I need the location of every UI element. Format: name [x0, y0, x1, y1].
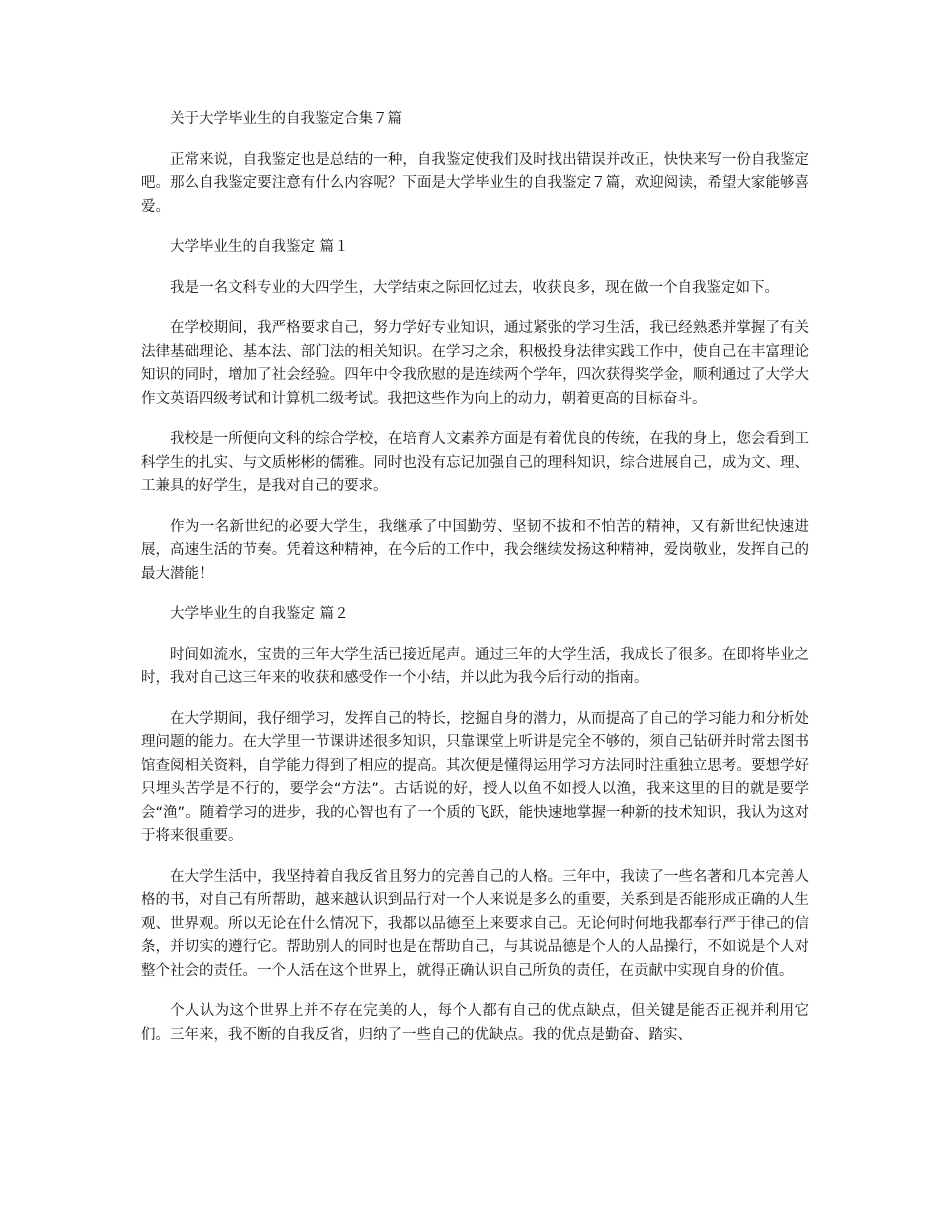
- document-page: [141, 108, 809, 1064]
- section-1-paragraph-3: 我校是一所便向文科的综合学校，在培育人文素养方面是有着优良的传统，在我的身上，您会看到工科学生的扎实、与文质彬彬的儒雅。同时也没有忘记加强自己的理科知识，综合进展自己，成为文、理、工兼具的好学生，是我对自己的要求。: [141, 431, 809, 494]
- section-1-paragraph-4: 作为一名新世纪的必要大学生，我继承了中国勤劳、坚韧不拔和不怕苦的精神，又有新世纪快速进展，高速生活的节奏。凭着这种精神，在今后的工作中，我会继续发扬这种精神，爱岗敬业，发挥自己的最大潜能！: [141, 518, 809, 582]
- document-title: 关于大学毕业生的自我鉴定合集７篇: [170, 111, 402, 127]
- section-1-heading: 大学毕业生的自我鉴定 篇１: [170, 239, 349, 255]
- section-2-paragraph-1: 时间如流水，宝贵的三年大学生活已接近尾声。通过三年的大学生活，我成长了很多。在即将毕业之时，我对自己这三年来的收获和感受作一个小结，并以此为我今后行动的指南。: [141, 646, 809, 686]
- section-2-paragraph-2: 在大学期间，我仔细学习，发挥自己的特长，挖掘自身的潜力，从而提高了自己的学习能力和分析处理问题的能力。在大学里一节课讲述很多知识，只靠课堂上听讲是完全不够的，须自己钻研并时常去图书馆查阅相关资料，自学能力得到了相应的提高。其次便是懂得运用学习方法同时注重独立思考。要想学好只埋头苦学是不行的，要学会“方法”。古话说的好，授人以鱼不如授人以渔，我来这里的目的就是要学会“渔”。随着学习的进步，我的心智也有了一个质的飞跃，能快速地掌握一种新的技术知识，我认为这对于将来很重要。: [141, 710, 809, 844]
- section-2-paragraph-3: 在大学生活中，我坚持着自我反省且努力的完善自己的人格。三年中，我读了一些名著和几本完善人格的书，对自己有所帮助，越来越认识到品行对一个人来说是多么的重要，关系到是否能形成正确的人生观、世界观。所以无论在什么情况下，我都以品德至上来要求自己。无论何时何地我都奉行严于律己的信条，并切实的遵行它。帮助别人的同时也是在帮助自己，与其说品德是个人的人品操行，不如说是个人对整个社会的责任。一个人活在这个世界上，就得正确认识自己所负的责任，在贡献中实现自身的价值。: [141, 868, 809, 979]
- intro-paragraph: 正常来说，自我鉴定也是总结的一种，自我鉴定使我们及时找出错误并改正，快快来写一份自我鉴定吧。那么自我鉴定要注意有什么内容呢？下面是大学毕业生的自我鉴定７篇，欢迎阅读，希望大家能够喜爱。: [141, 151, 809, 215]
- section-1-paragraph-1: 我是一名文科专业的大四学生，大学结束之际回忆过去，收获良多，现在做一个自我鉴定如下。: [170, 279, 779, 296]
- section-2-paragraph-4: 个人认为这个世界上并不存在完美的人，每个人都有自己的优点缺点，但关键是能否正视并利用它们。三年来，我不断的自我反省，归纳了一些自己的优缺点。我的优点是勤奋、踏实、: [141, 1003, 809, 1043]
- section-1-paragraph-2: 在学校期间，我严格要求自己，努力学好专业知识，通过紧张的学习生活，我已经熟悉并掌握了有关法律基础理论、基本法、部门法的相关知识。在学习之余，积极投身法律实践工作中，使自己在丰富理论知识的同时，增加了社会经验。四年中令我欣慰的是连续两个学年，四次获得奖学金，顺利通过了大学大作文英语四级考试和计算机二级考试。我把这些作为向上的动力，朝着更高的目标奋斗。: [141, 320, 809, 407]
- section-2-heading: 大学毕业生的自我鉴定 篇２: [170, 606, 349, 622]
